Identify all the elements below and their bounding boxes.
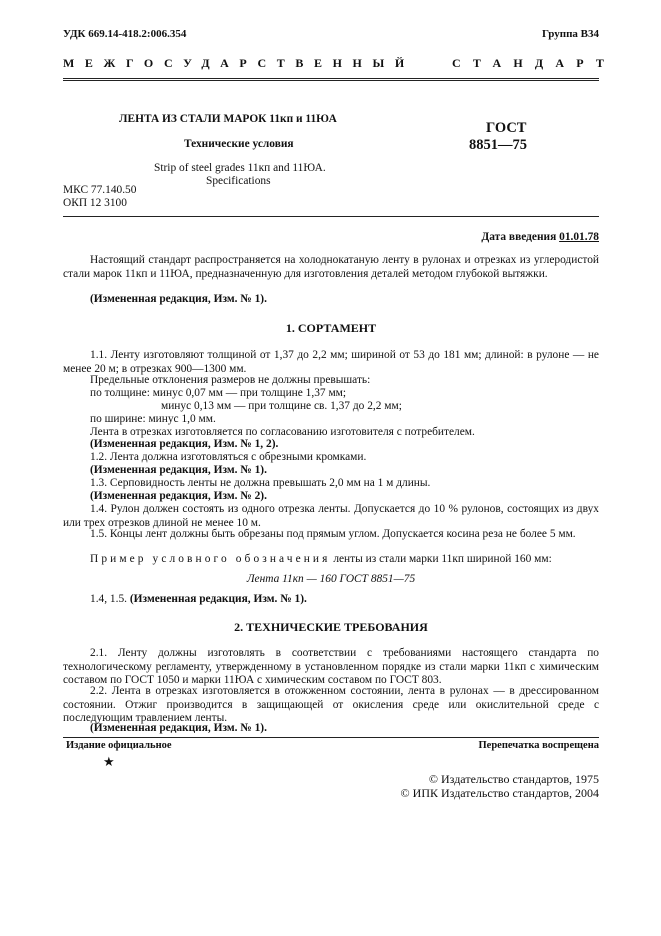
clause-1-5: 1.5. Концы лент должны быть обрезаны под прямым углом. Допускается косина реза не более 5 мм.	[90, 528, 576, 540]
section-2-heading: 2. ТЕХНИЧЕСКИЕ ТРЕБОВАНИЯ	[234, 620, 428, 634]
example-formula: Лента 11кп — 160 ГОСТ 8851—75	[246, 573, 416, 585]
clause-1-1: 1.1. Ленту изготовляют толщиной от 1,37 до 2,2 мм; шириной от 53 до 181 мм; длиной: в рулоне — не менее 20 м; в отрезках 900—1300 мм.	[63, 349, 599, 375]
gost-label: ГОСТ	[486, 120, 527, 136]
clause-1-2: 1.2. Лента должна изготовляться с обрезными кромками.	[90, 451, 367, 463]
clause-2-2: 2.2. Лента в отрезках изготовляется в отожженном состоянии, лента в рулонах — в дрессированном состоянии. Отжиг производится в защищающей от окисления среде или окислительной среде с последующим травлением ленты.	[63, 685, 599, 725]
example-designation	[90, 553, 552, 567]
example-label: Пример условного обозначения	[90, 553, 331, 565]
star-icon: ★	[103, 754, 115, 769]
amendment-clauses: 1.4, 1.5.	[90, 593, 128, 605]
document-subtitle: Технические условия	[184, 138, 294, 150]
clause-1-3: 1.3. Серповидность ленты не должна превышать 2,0 мм на 1 м длины.	[90, 477, 431, 489]
english-title: Strip of steel grades 11кп and 11ЮА.	[154, 162, 326, 174]
limits-text: Предельные отклонения размеров не должны превышать:	[90, 374, 371, 386]
mks-code: МКС 77.140.50	[63, 184, 137, 196]
width-tolerance: по ширине: минус 1,0 мм.	[90, 413, 216, 425]
amendment-2: (Измененная редакция, Изм. № 2).	[90, 490, 267, 502]
date-label: Дата введения	[481, 231, 557, 243]
amendment-1: (Измененная редакция, Изм. № 1).	[90, 464, 267, 476]
thickness-tolerance-1: по толщине: минус 0,07 мм — при толщине 1,37 мм;	[90, 387, 347, 399]
title-divider	[63, 216, 599, 217]
amendment-1-4-1-5	[90, 593, 307, 607]
clause-1-4: 1.4. Рулон должен состоять из одного отрезка ленты. Допускается до 10 % рулонов, состоящих из двух или трех отрезков длиной не менее 10 м.	[63, 503, 599, 529]
udk-code: УДК 669.14-418.2:006.354	[63, 28, 187, 40]
section-1-heading: 1. СОРТАМЕНТ	[285, 321, 377, 335]
header-divider	[63, 78, 599, 79]
header-divider-2	[63, 80, 599, 81]
banner-right: СТАНДАРТ	[452, 56, 617, 70]
copyright-1975: © Издательство стандартов, 1975	[428, 772, 599, 786]
introduction-date	[481, 231, 599, 245]
section-2-amendment: (Измененная редакция, Изм. № 1).	[90, 722, 267, 734]
cut-lengths-text: Лента в отрезках изготовляется по согласованию изготовителя с потребителем.	[90, 426, 475, 438]
amendment-text: (Измененная редакция, Изм. № 1).	[129, 593, 307, 605]
document-title: ЛЕНТА ИЗ СТАЛИ МАРОК 11кп и 11ЮА	[119, 113, 337, 125]
footer-divider	[63, 737, 599, 738]
example-text: ленты из стали марки 11кп шириной 160 мм:	[333, 553, 552, 565]
official-edition: Издание официальное	[66, 740, 172, 751]
clause-2-1: 2.1. Ленту должны изготовлять в соответствии с требованиями настоящего стандарта по технологическому регламенту, утвержденному в установленном порядке из стали марки 11кп с химическим составом по ГОСТ 1050 и марки 11ЮА с химическим составом по ГОСТ 803.	[63, 647, 599, 687]
gost-number: 8851—75	[469, 137, 527, 153]
thickness-tolerance-2: минус 0,13 мм — при толщине св. 1,37 до 2,2 мм;	[161, 400, 402, 412]
group-code: Группа В34	[541, 28, 599, 40]
intro-amendment: (Измененная редакция, Изм. № 1).	[90, 293, 267, 305]
english-subtitle: Specifications	[206, 175, 271, 187]
okp-code: ОКП 12 3100	[63, 197, 127, 209]
amendment-1-2: (Измененная редакция, Изм. № 1, 2).	[90, 438, 279, 450]
copyright-2004: © ИПК Издательство стандартов, 2004	[400, 786, 599, 800]
date-value: 01.01.78	[559, 231, 599, 243]
reprint-notice: Перепечатка воспрещена	[478, 740, 599, 751]
intro-paragraph: Настоящий стандарт распространяется на холоднокатаную ленту в рулонах и отрезках из углеродистой стали марок 11кп и 11ЮА, предназначенную для изготовления деталей методом глубокой вытяжки.	[63, 254, 599, 280]
banner-left: МЕЖГОСУДАРСТВЕННЫЙ	[63, 56, 415, 70]
